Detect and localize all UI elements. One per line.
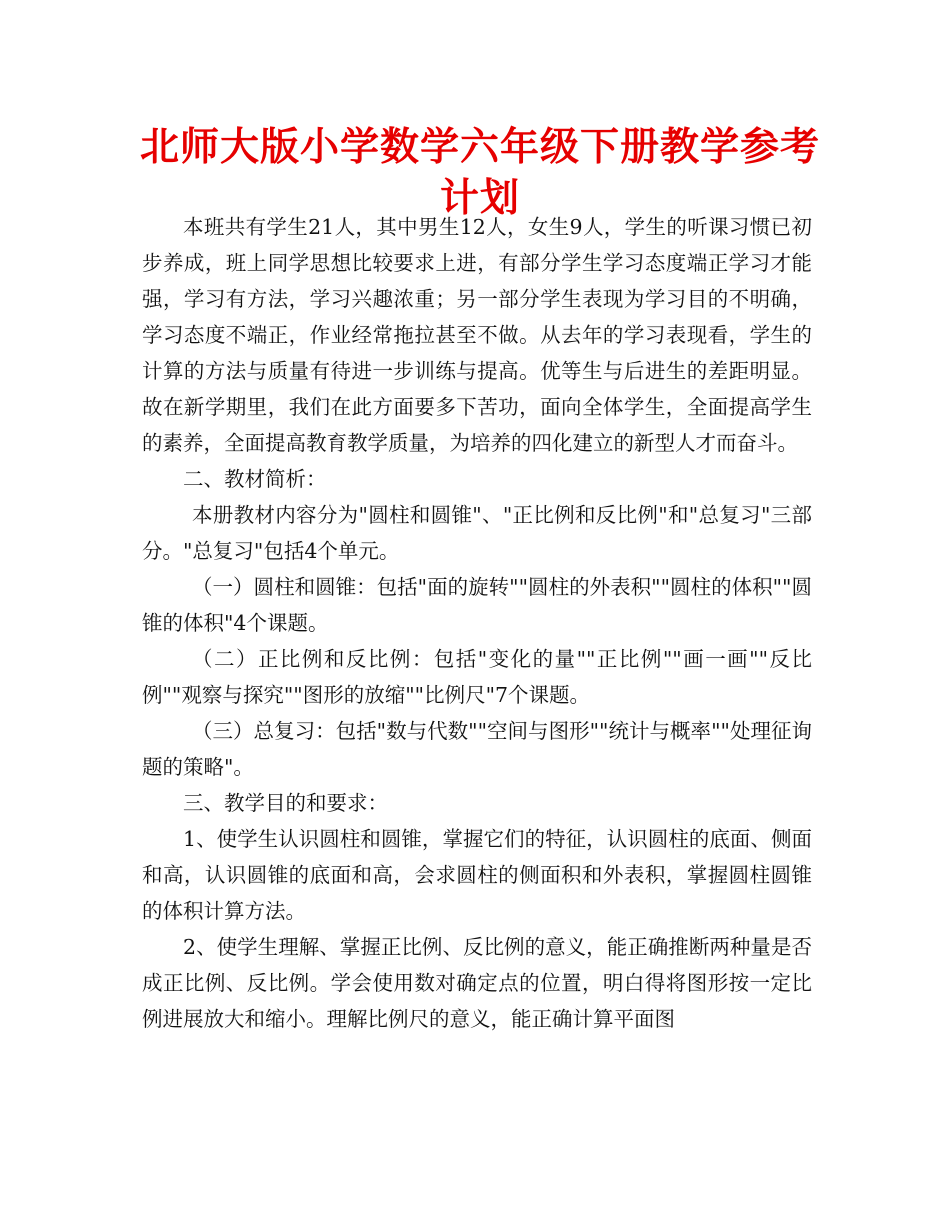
heading-textbook-analysis: 二、教材简析： xyxy=(183,467,327,491)
paragraph-section-1: （一）圆柱和圆锥：包括"面的旋转""圆柱的外表积""圆柱的体积""圆锥的体积"4个课题。 xyxy=(142,575,812,635)
heading-teaching-goals: 三、教学目的和要求： xyxy=(183,791,388,815)
document-body xyxy=(142,209,812,1037)
paragraph-goal-1: 1、使学生认识圆柱和圆锥，掌握它们的特征，认识圆柱的底面、侧面和高，认识圆锥的底面和高，会求圆柱的侧面积和外表积，掌握圆柱圆锥的体积计算方法。 xyxy=(142,827,812,923)
paragraph-section-3: （三）总复习：包括"数与代数""空间与图形""统计与概率""处理征询题的策略"。 xyxy=(142,719,812,779)
document-title: 北师大版小学数学六年级下册教学参考计划 xyxy=(140,125,821,221)
paragraph-textbook-content: 本册教材内容分为"圆柱和圆锥"、"正比例和反比例"和"总复习"三部分。"总复习"包括4个单元。 xyxy=(142,503,812,563)
paragraph-class-overview: 本班共有学生21人，其中男生12人，女生9人，学生的听课习惯已初步养成，班上同学思想比较要求上进，有部分学生学习态度端正学习才能强，学习有方法，学习兴趣浓重；另一部分学生表现为学习目的不明确，学习态度不端正，作业经常拖拉甚至不做。从去年的学习表现看，学生的计算的方法与质量有待进一步训练与提高。优等生与后进生的差距明显。故在新学期里，我们在此方面要多下苦功，面向全体学生，全面提高学生的素养，全面提高教育教学质量，为培养的四化建立的新型人才而奋斗。 xyxy=(142,215,812,455)
paragraph-goal-2: 2、使学生理解、掌握正比例、反比例的意义，能正确推断两种量是否成正比例、反比例。学会使用数对确定点的位置，明白得将图形按一定比例进展放大和缩小。理解比例尺的意义，能正确计算平面图 xyxy=(142,935,812,1031)
paragraph-section-2: （二）正比例和反比例：包括"变化的量""正比例""画一画""反比例""观察与探究""图形的放缩""比例尺"7个课题。 xyxy=(142,647,812,707)
